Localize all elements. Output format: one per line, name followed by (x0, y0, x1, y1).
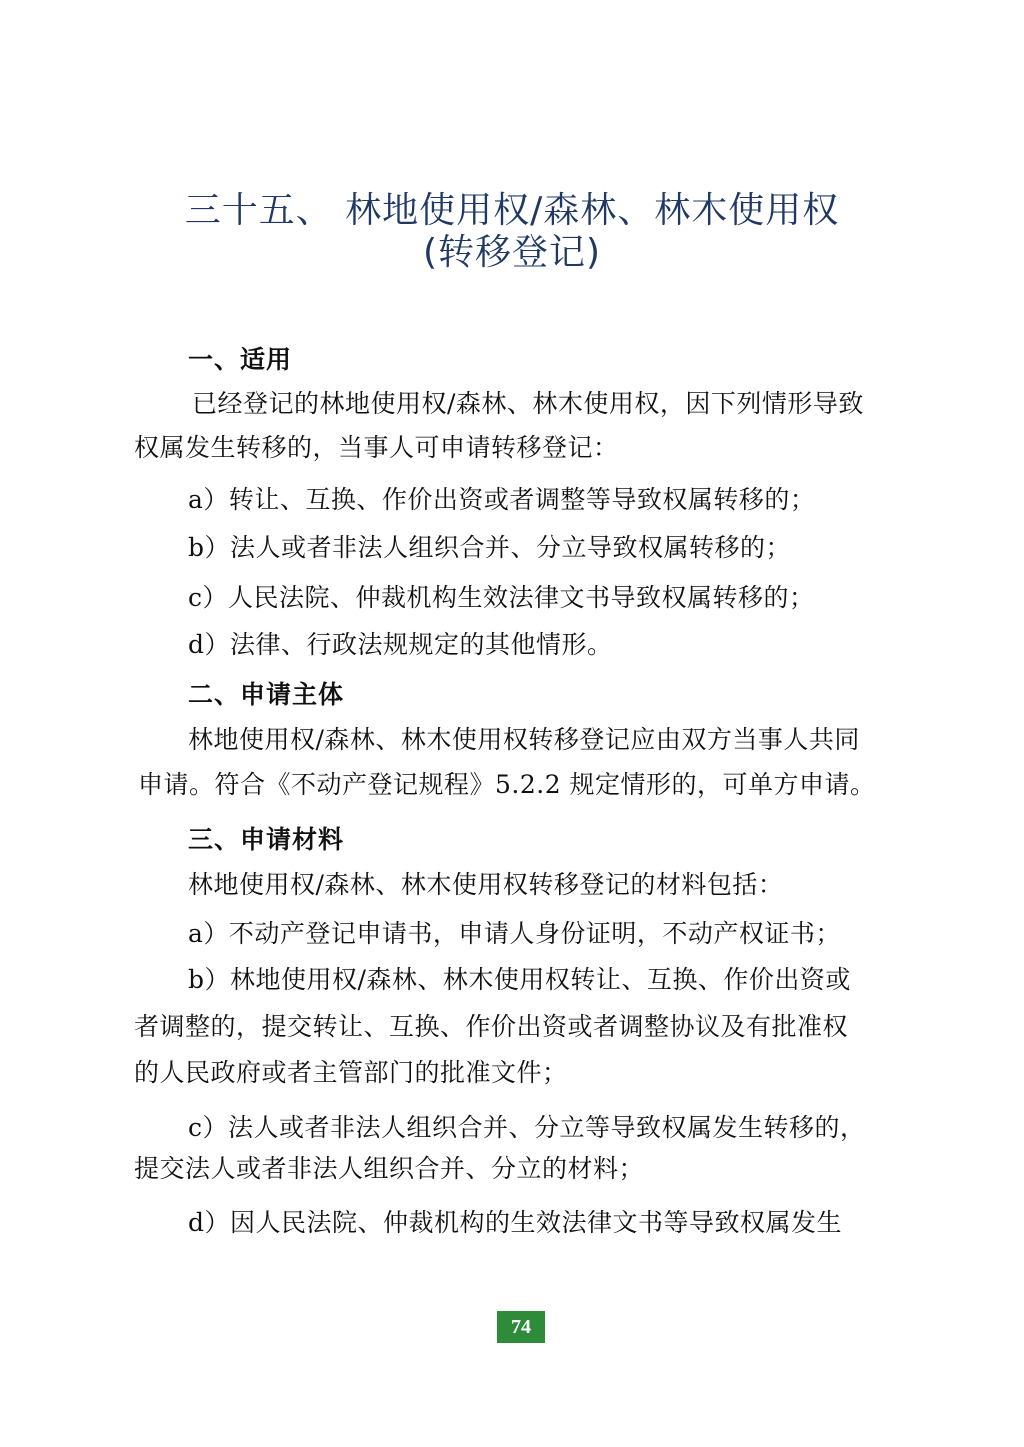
list-item-continuation: 的人民政府或者主管部门的批准文件； (134, 1058, 568, 1087)
heading-applicant: 二、申请主体 (188, 680, 345, 709)
list-item: a）转让、互换、作价出资或者调整等导致权属转移的； (188, 485, 816, 514)
list-item: b）林地使用权/森林、林木使用权转让、互换、作价出资或 (188, 965, 851, 994)
paragraph-line: 权属发生转移的，当事人可申请转移登记： (134, 433, 619, 462)
list-item: c）人民法院、仲裁机构生效法律文书导致权属转移的； (188, 583, 815, 612)
title-line-1: 三十五、 林地使用权/森林、林木使用权 (184, 190, 840, 231)
list-item-continuation: 者调整的，提交转让、互换、作价出资或者调整协议及有批准权 (134, 1012, 849, 1041)
title-line-2: (转移登记) (422, 232, 602, 273)
paragraph-line: 已经登记的林地使用权/森林、林木使用权，因下列情形导致 (192, 389, 864, 418)
list-item-continuation: 提交法人或者非法人组织合并、分立的材料； (134, 1154, 645, 1183)
list-item: d）因人民法院、仲裁机构的生效法律文书等导致权属发生 (188, 1208, 843, 1237)
heading-applicable: 一、适用 (188, 345, 293, 374)
list-item: d）法律、行政法规规定的其他情形。 (188, 630, 613, 659)
paragraph-line: 申请。符合《不动产登记规程》5.2.2 规定情形的，可单方申请。 (138, 770, 876, 799)
list-item: a）不动产登记申请书，申请人身份证明，不动产权证书； (188, 919, 841, 948)
paragraph-line: 林地使用权/森林、林木使用权转移登记应由双方当事人共同 (188, 725, 860, 754)
page-number-badge: 74 (497, 1311, 545, 1343)
list-item: b）法人或者非法人组织合并、分立导致权属转移的； (188, 533, 792, 562)
paragraph-line: 林地使用权/森林、林木使用权转移登记的材料包括： (188, 870, 784, 899)
heading-materials: 三、申请材料 (188, 825, 345, 854)
list-item: c）法人或者非法人组织合并、分立等导致权属发生转移的， (188, 1113, 866, 1142)
